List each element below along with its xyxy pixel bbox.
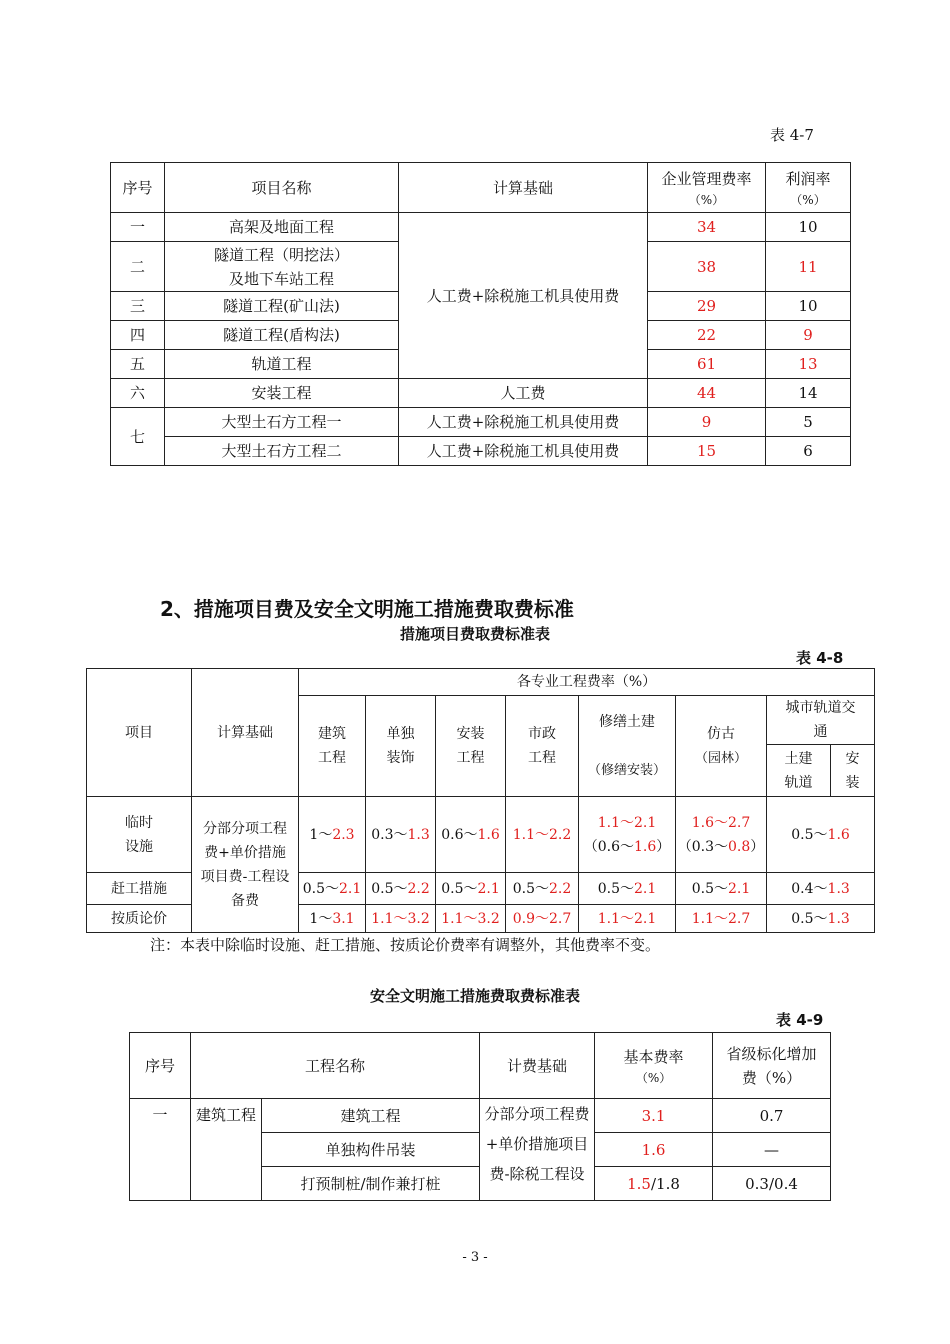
col-xiushan: 修缮土建 （修缮安装） <box>579 696 676 797</box>
header-item: 项目 <box>87 669 192 797</box>
seq-cell: 四 <box>111 321 165 350</box>
table-row <box>111 408 851 437</box>
rate-cell: 0.5～2.1 <box>579 873 676 905</box>
table-4-9 <box>129 1032 831 1201</box>
name-cell: 建筑工程 <box>262 1099 480 1133</box>
basis-cell: 人工费+除税施工机具使用费 <box>399 213 648 379</box>
rate-cell: 1.1～3.2 <box>366 905 436 933</box>
col-tujian-guidao: 土建 轨道 <box>767 745 831 797</box>
profit-cell: 9 <box>766 321 851 350</box>
table-4-7 <box>110 162 851 466</box>
rate-cell: 1.6～2.7 （0.3～0.8） <box>676 797 767 873</box>
profit-cell: 5 <box>766 408 851 437</box>
rate-cell: 1.6 <box>595 1133 713 1167</box>
header-basis: 计算基础 <box>399 163 648 213</box>
rate-cell: 0.5～2.2 <box>506 873 579 905</box>
mgmt-cell: 44 <box>648 379 766 408</box>
name-cell: 单独构件吊装 <box>262 1133 480 1167</box>
mgmt-cell: 15 <box>648 437 766 466</box>
header-rate: 基本费率 （%） <box>595 1033 713 1099</box>
page-number: - 3 - <box>462 1250 488 1265</box>
header-profit: 利润率 （%） <box>766 163 851 213</box>
table-note: 注：本表中除临时设施、赶工措施、按质论价费率有调整外，其他费率不变。 <box>150 936 661 954</box>
rate-cell: 1.1～2.2 <box>506 797 579 873</box>
basis-cell: 人工费+除税施工机具使用费 <box>399 408 648 437</box>
extra-cell: — <box>713 1133 831 1167</box>
seq-cell: 五 <box>111 350 165 379</box>
rate-cell: 0.5～2.1 <box>436 873 506 905</box>
col-shizheng: 市政 工程 <box>506 696 579 797</box>
basis-cell: 分部分项工程费+单价措施项目费-工程设备费 <box>192 797 299 933</box>
table-label-4-9: 表 4-9 <box>776 1011 824 1029</box>
profit-cell: 13 <box>766 350 851 379</box>
header-seq: 序号 <box>111 163 165 213</box>
seq-cell: 七 <box>111 408 165 466</box>
rate-cell: 1.1～2.7 <box>676 905 767 933</box>
name-cell: 高架及地面工程 <box>165 213 399 242</box>
col-anzhuang: 安装 工程 <box>436 696 506 797</box>
col-jianzhu: 建筑 工程 <box>299 696 366 797</box>
table-label-4-7: 表 4-7 <box>770 126 814 144</box>
seq-cell: 二 <box>111 242 165 292</box>
header-basis: 计费基础 <box>480 1033 595 1099</box>
table-label-4-8: 表 4-8 <box>796 649 844 667</box>
table-row <box>87 797 875 873</box>
rate-cell: 1.1～2.1 <box>579 905 676 933</box>
mgmt-cell: 38 <box>648 242 766 292</box>
row-label: 临时 设施 <box>87 797 192 873</box>
rate-cell: 0.5～1.6 <box>767 797 875 873</box>
table-title-4-9: 安全文明施工措施费取费标准表 <box>369 987 580 1005</box>
col-anzhuang-2: 安 装 <box>831 745 875 797</box>
extra-cell: 0.3/0.4 <box>713 1167 831 1201</box>
name-cell: 隧道工程(盾构法) <box>165 321 399 350</box>
profit-cell: 14 <box>766 379 851 408</box>
name-cell: 打预制桩/制作兼打桩 <box>262 1167 480 1201</box>
profit-cell: 6 <box>766 437 851 466</box>
mgmt-cell: 9 <box>648 408 766 437</box>
rate-cell: 1.5/1.8 <box>595 1167 713 1201</box>
extra-cell: 0.7 <box>713 1099 831 1133</box>
section-heading: 2、措施项目费及安全文明施工措施费取费标准 <box>160 597 574 621</box>
seq-cell: 六 <box>111 379 165 408</box>
col-dandu: 单独 装饰 <box>366 696 436 797</box>
col-fanggu: 仿古 （园林） <box>676 696 767 797</box>
rate-cell: 3.1 <box>595 1099 713 1133</box>
rate-cell: 0.6～1.6 <box>436 797 506 873</box>
name-cell: 安装工程 <box>165 379 399 408</box>
basis-cell: 人工费+除税施工机具使用费 <box>399 437 648 466</box>
seq-cell: 一 <box>130 1099 191 1201</box>
rate-cell: 0.5～2.2 <box>366 873 436 905</box>
mgmt-cell: 34 <box>648 213 766 242</box>
rate-cell: 1.1～2.1 （0.6～1.6） <box>579 797 676 873</box>
header-group: 各专业工程费率（%） <box>299 669 875 696</box>
basis-cell: 分部分项工程费 +单价措施项目 费-除税工程设 <box>480 1099 595 1201</box>
rate-cell: 0.5～2.1 <box>299 873 366 905</box>
table-row <box>130 1099 831 1133</box>
rate-cell: 1～3.1 <box>299 905 366 933</box>
header-mgmt: 企业管理费率 （%） <box>648 163 766 213</box>
name-cell: 隧道工程（明挖法） 及地下车站工程 <box>165 242 399 292</box>
rate-cell: 0.3～1.3 <box>366 797 436 873</box>
mgmt-cell: 22 <box>648 321 766 350</box>
table-title-4-8: 措施项目费取费标准表 <box>399 625 550 643</box>
header-name: 工程名称 <box>191 1033 480 1099</box>
name-cell: 大型土石方工程二 <box>165 437 399 466</box>
rate-cell: 1.1～3.2 <box>436 905 506 933</box>
rate-cell: 0.4～1.3 <box>767 873 875 905</box>
name-cell: 大型土石方工程一 <box>165 408 399 437</box>
name-cell: 轨道工程 <box>165 350 399 379</box>
table-4-8 <box>86 668 875 933</box>
rate-cell: 0.5～2.1 <box>676 873 767 905</box>
table-row <box>111 379 851 408</box>
header-seq: 序号 <box>130 1033 191 1099</box>
row-label: 按质论价 <box>87 905 192 933</box>
header-basis: 计算基础 <box>192 669 299 797</box>
col-chengshi: 城市轨道交 通 <box>767 696 875 745</box>
rate-cell: 1～2.3 <box>299 797 366 873</box>
header-name: 项目名称 <box>165 163 399 213</box>
header-extra: 省级标化增加 费（%） <box>713 1033 831 1099</box>
seq-cell: 三 <box>111 292 165 321</box>
category-cell: 建筑工程 <box>191 1099 262 1201</box>
profit-cell: 11 <box>766 242 851 292</box>
rate-cell: 0.5～1.3 <box>767 905 875 933</box>
row-label: 赶工措施 <box>87 873 192 905</box>
mgmt-cell: 61 <box>648 350 766 379</box>
profit-cell: 10 <box>766 292 851 321</box>
profit-cell: 10 <box>766 213 851 242</box>
rate-cell: 0.9～2.7 <box>506 905 579 933</box>
table-row <box>111 437 851 466</box>
basis-cell: 人工费 <box>399 379 648 408</box>
name-cell: 隧道工程(矿山法) <box>165 292 399 321</box>
seq-cell: 一 <box>111 213 165 242</box>
mgmt-cell: 29 <box>648 292 766 321</box>
table-row <box>111 213 851 242</box>
